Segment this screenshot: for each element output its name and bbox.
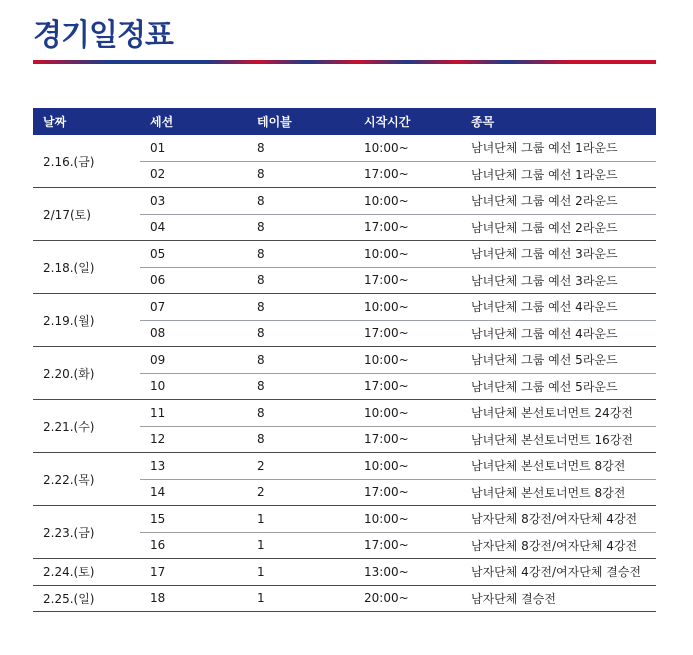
- table-header: [33, 108, 656, 135]
- session-cell: 07: [140, 294, 247, 321]
- session-cell: 01: [140, 135, 247, 161]
- session-cell: 08: [140, 320, 247, 347]
- session-cell: 02: [140, 161, 247, 188]
- time-cell: 10:00~: [354, 400, 461, 427]
- table-cell: 8: [247, 347, 354, 374]
- time-cell: 10:00~: [354, 453, 461, 480]
- date-cell: 2.23.(금): [33, 506, 140, 559]
- event-cell: 남녀단체 그룹 예선 5라운드: [461, 373, 656, 400]
- table-cell: 8: [247, 161, 354, 188]
- table-cell: 8: [247, 267, 354, 294]
- table-cell: 8: [247, 188, 354, 215]
- table-cell: 8: [247, 426, 354, 453]
- event-cell: 남녀단체 그룹 예선 2라운드: [461, 214, 656, 241]
- table-cell: 8: [247, 400, 354, 427]
- time-cell: 10:00~: [354, 188, 461, 215]
- table-row: [33, 294, 656, 321]
- time-cell: 20:00~: [354, 585, 461, 612]
- session-cell: 10: [140, 373, 247, 400]
- event-cell: 남녀단체 그룹 예선 4라운드: [461, 320, 656, 347]
- table-cell: 1: [247, 506, 354, 533]
- table-body: [33, 135, 656, 612]
- event-cell: 남자단체 결승전: [461, 585, 656, 612]
- table-row: [33, 241, 656, 268]
- time-cell: 17:00~: [354, 267, 461, 294]
- page-title: 경기일정표: [33, 18, 173, 53]
- table-row: [33, 506, 656, 533]
- time-cell: 10:00~: [354, 294, 461, 321]
- event-cell: 남녀단체 그룹 예선 5라운드: [461, 347, 656, 374]
- title-divider: [33, 60, 656, 64]
- time-cell: 10:00~: [354, 241, 461, 268]
- event-cell: 남자단체 8강전/여자단체 4강전: [461, 532, 656, 559]
- table-cell: 8: [247, 135, 354, 161]
- header-event: 종목: [461, 108, 656, 135]
- session-cell: 09: [140, 347, 247, 374]
- table-row: [33, 559, 656, 586]
- table-row: [33, 400, 656, 427]
- time-cell: 17:00~: [354, 532, 461, 559]
- session-cell: 17: [140, 559, 247, 586]
- table-cell: 8: [247, 214, 354, 241]
- session-cell: 04: [140, 214, 247, 241]
- time-cell: 10:00~: [354, 347, 461, 374]
- time-cell: 13:00~: [354, 559, 461, 586]
- header-date: 날짜: [33, 108, 140, 135]
- time-cell: 17:00~: [354, 161, 461, 188]
- table-cell: 8: [247, 241, 354, 268]
- table-cell: 1: [247, 559, 354, 586]
- date-cell: 2/17(토): [33, 188, 140, 241]
- event-cell: 남녀단체 그룹 예선 2라운드: [461, 188, 656, 215]
- table-cell: 2: [247, 479, 354, 506]
- session-cell: 05: [140, 241, 247, 268]
- table-row: [33, 188, 656, 215]
- table-row: [33, 135, 656, 161]
- table-row: [33, 453, 656, 480]
- date-cell: 2.21.(수): [33, 400, 140, 453]
- header-table: 테이블: [247, 108, 354, 135]
- event-cell: 남녀단체 본선토너먼트 8강전: [461, 453, 656, 480]
- time-cell: 10:00~: [354, 135, 461, 161]
- table-cell: 8: [247, 320, 354, 347]
- time-cell: 10:00~: [354, 506, 461, 533]
- time-cell: 17:00~: [354, 426, 461, 453]
- time-cell: 17:00~: [354, 214, 461, 241]
- session-cell: 12: [140, 426, 247, 453]
- session-cell: 15: [140, 506, 247, 533]
- header-session: 세션: [140, 108, 247, 135]
- time-cell: 17:00~: [354, 479, 461, 506]
- session-cell: 14: [140, 479, 247, 506]
- header-row: [33, 108, 656, 135]
- table-cell: 2: [247, 453, 354, 480]
- time-cell: 17:00~: [354, 373, 461, 400]
- date-cell: 2.19.(월): [33, 294, 140, 347]
- date-cell: 2.25.(일): [33, 585, 140, 612]
- table-cell: 1: [247, 532, 354, 559]
- date-cell: 2.24.(토): [33, 559, 140, 586]
- table-row: [33, 347, 656, 374]
- schedule-table: [33, 108, 656, 612]
- event-cell: 남녀단체 그룹 예선 1라운드: [461, 135, 656, 161]
- event-cell: 남녀단체 본선토너먼트 8강전: [461, 479, 656, 506]
- event-cell: 남녀단체 그룹 예선 1라운드: [461, 161, 656, 188]
- header-time: 시작시간: [354, 108, 461, 135]
- event-cell: 남자단체 8강전/여자단체 4강전: [461, 506, 656, 533]
- event-cell: 남녀단체 그룹 예선 4라운드: [461, 294, 656, 321]
- event-cell: 남녀단체 그룹 예선 3라운드: [461, 241, 656, 268]
- table-row: [33, 585, 656, 612]
- date-cell: 2.22.(목): [33, 453, 140, 506]
- session-cell: 13: [140, 453, 247, 480]
- table-cell: 1: [247, 585, 354, 612]
- date-cell: 2.18.(일): [33, 241, 140, 294]
- session-cell: 06: [140, 267, 247, 294]
- session-cell: 11: [140, 400, 247, 427]
- date-cell: 2.16.(금): [33, 135, 140, 188]
- table-cell: 8: [247, 373, 354, 400]
- event-cell: 남녀단체 그룹 예선 3라운드: [461, 267, 656, 294]
- event-cell: 남녀단체 본선토너먼트 24강전: [461, 400, 656, 427]
- time-cell: 17:00~: [354, 320, 461, 347]
- event-cell: 남녀단체 본선토너먼트 16강전: [461, 426, 656, 453]
- session-cell: 16: [140, 532, 247, 559]
- session-cell: 18: [140, 585, 247, 612]
- table-cell: 8: [247, 294, 354, 321]
- event-cell: 남자단체 4강전/여자단체 결승전: [461, 559, 656, 586]
- session-cell: 03: [140, 188, 247, 215]
- date-cell: 2.20.(화): [33, 347, 140, 400]
